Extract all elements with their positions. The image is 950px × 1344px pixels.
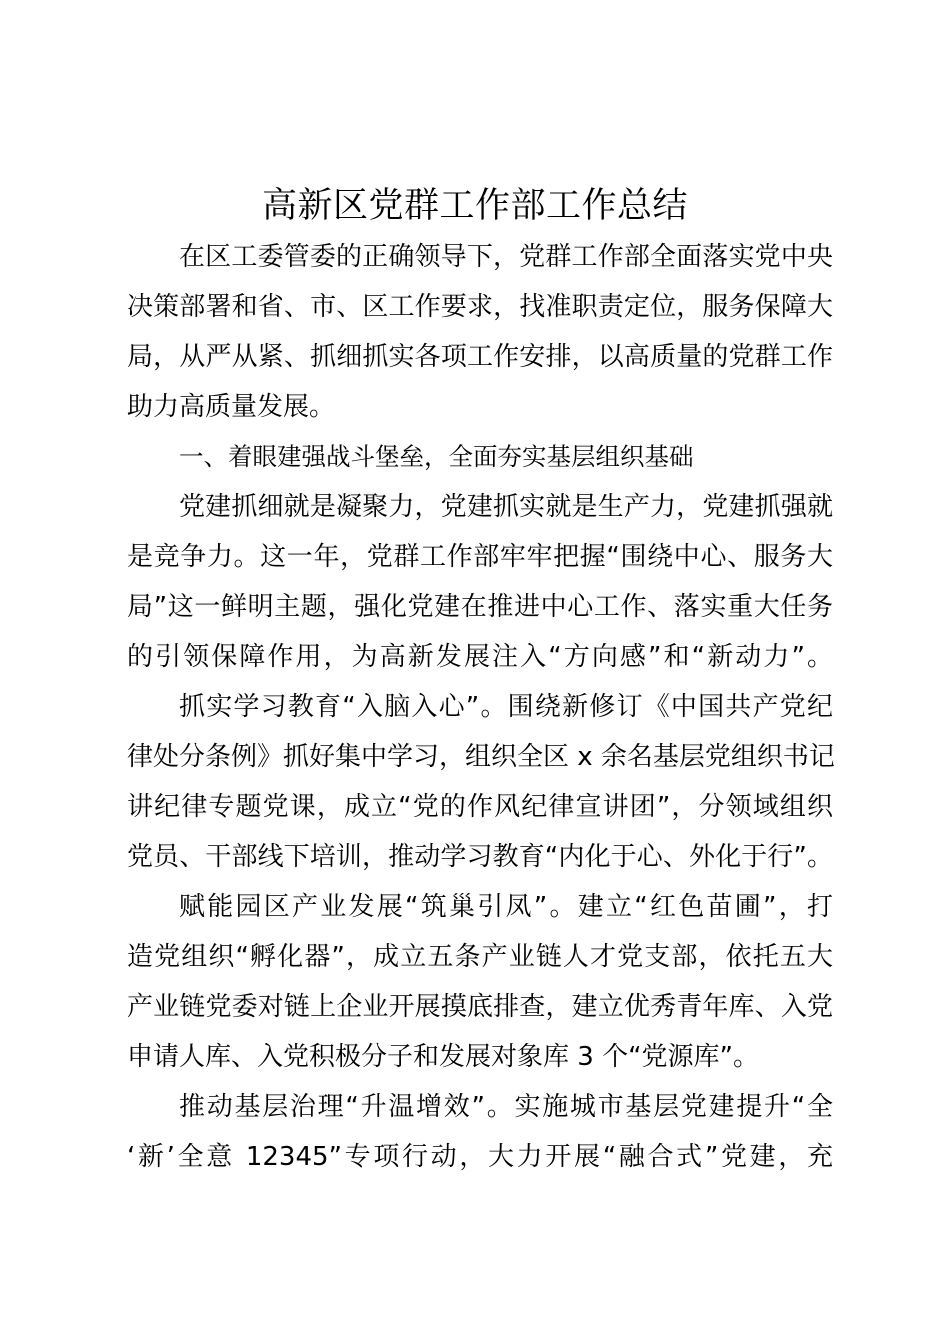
paragraph-line: 局，从严从紧、抓细抓实各项工作安排，以高质量的党群工作 — [127, 342, 833, 372]
paragraph-line: 赋能园区产业发展“筑巢引凤”。建立“红色苗圃”，打 — [179, 892, 833, 922]
paragraph-line: 造党组织“孵化器”，成立五条产业链人才党支部，依托五大 — [127, 942, 833, 972]
document-title: 高新区党群工作部工作总结 — [261, 186, 688, 226]
paragraph-line: 党建抓细就是凝聚力，党建抓实就是生产力，党建抓强就 — [179, 492, 833, 522]
paragraph-line: 推动基层治理“升温增效”。实施城市基层党建提升“全 — [179, 1092, 833, 1122]
paragraph-line: 党员、干部线下培训，推动学习教育“内化于心、外化于行”。 — [127, 842, 833, 872]
paragraph-line: 是竞争力。这一年，党群工作部牢牢把握“围绕中心、服务大 — [127, 542, 833, 572]
paragraph-line: 申请人库、入党积极分子和发展对象库 3 个“党源库”。 — [127, 1042, 760, 1072]
paragraph-line: 局”这一鲜明主题，强化党建在推进中心工作、落实重大任务 — [127, 592, 833, 622]
paragraph-line: 在区工委管委的正确领导下，党群工作部全面落实党中央 — [179, 242, 833, 272]
paragraph-line: ‘新’全意 12345”专项行动，大力开展“融合式”党建，充 — [127, 1142, 833, 1172]
paragraph-line: 讲纪律专题党课，成立“党的作风纪律宣讲团”，分领域组织 — [127, 792, 833, 822]
paragraph-line: 助力高质量发展。 — [127, 392, 336, 422]
paragraph-line: 产业链党委对链上企业开展摸底排查，建立优秀青年库、入党 — [127, 992, 833, 1022]
paragraph-line: 的引领保障作用，为高新发展注入“方向感”和“新动力”。 — [127, 642, 833, 672]
paragraph-line: 决策部署和省、市、区工作要求，找准职责定位，服务保障大 — [127, 292, 833, 322]
section-heading: 一、着眼建强战斗堡垒，全面夯实基层组织基础 — [179, 442, 694, 471]
document-body — [127, 232, 833, 1182]
paragraph-line: 抓实学习教育“入脑入心”。围绕新修订《中国共产党纪 — [179, 692, 833, 722]
paragraph-line: 律处分条例》抓好集中学习，组织全区 x 余名基层党组织书记 — [127, 742, 835, 772]
